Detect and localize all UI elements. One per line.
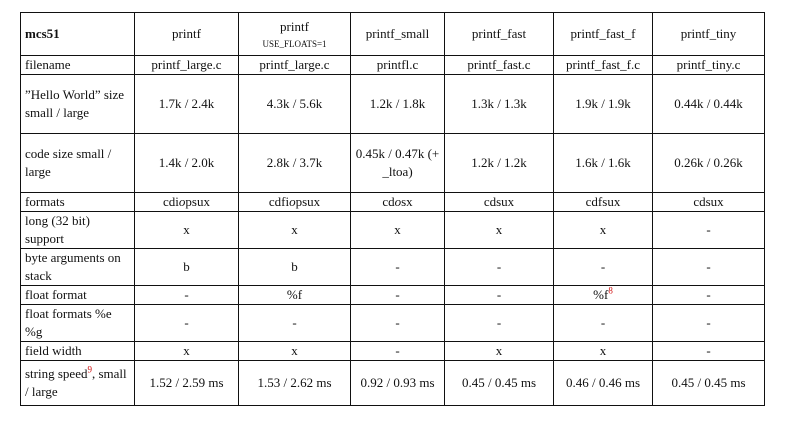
table-cell: - <box>351 249 445 286</box>
table-cell: 1.4k / 2.0k <box>135 134 239 193</box>
table-cell: %f <box>239 286 351 305</box>
row-code-size <box>21 134 765 193</box>
col-header-printf-fast-f: printf_fast_f <box>554 13 653 56</box>
footnote-marker[interactable]: 8 <box>608 285 613 296</box>
table-cell <box>135 193 239 212</box>
table-cell: printf_fast_f.c <box>554 56 653 75</box>
table-cell: - <box>135 305 239 342</box>
format-text: cdi <box>163 194 179 209</box>
table-cell: - <box>445 286 554 305</box>
format-text-italic: o <box>178 194 186 209</box>
row-label-text: , small / large <box>25 366 127 399</box>
table-cell: 1.2k / 1.2k <box>445 134 554 193</box>
format-text: psux <box>185 194 210 209</box>
table-cell: b <box>135 249 239 286</box>
table-cell: 1.6k / 1.6k <box>554 134 653 193</box>
row-label-text: string speed <box>25 366 88 381</box>
row-float-formats-eg <box>21 305 765 342</box>
corner-title: mcs51 <box>21 13 135 56</box>
table-cell: 1.2k / 1.8k <box>351 75 445 134</box>
table-cell <box>445 193 554 212</box>
table-cell <box>653 193 765 212</box>
table-cell: - <box>351 342 445 361</box>
table-cell: 0.44k / 0.44k <box>653 75 765 134</box>
table-cell: 0.45 / 0.45 ms <box>445 361 554 406</box>
format-text-italic: o <box>289 194 296 209</box>
table-cell <box>239 193 351 212</box>
row-label: byte arguments on stack <box>21 249 135 286</box>
table-cell <box>554 286 653 305</box>
table-cell: x <box>445 212 554 249</box>
table-cell: 4.3k / 5.6k <box>239 75 351 134</box>
table-cell: b <box>239 249 351 286</box>
table-cell: - <box>653 249 765 286</box>
table-cell: - <box>351 305 445 342</box>
table-cell: x <box>135 212 239 249</box>
row-label: ”Hello World” size small / large <box>21 75 135 134</box>
table-cell: 1.7k / 2.4k <box>135 75 239 134</box>
col-header-printf-tiny: printf_tiny <box>653 13 765 56</box>
table-cell: - <box>554 249 653 286</box>
format-text: cd <box>382 194 395 209</box>
table-cell: - <box>135 286 239 305</box>
table-cell: - <box>445 249 554 286</box>
cell-text: %f <box>593 287 609 302</box>
row-label: float formats %e %g <box>21 305 135 342</box>
table-cell <box>351 193 445 212</box>
table-cell: - <box>653 342 765 361</box>
table-cell: 0.45 / 0.45 ms <box>653 361 765 406</box>
format-text: sx <box>401 194 413 209</box>
table-cell: - <box>554 305 653 342</box>
col-header-sublabel: USE_FLOATS=1 <box>262 39 327 49</box>
row-hello-world-size <box>21 75 765 134</box>
row-long-support <box>21 212 765 249</box>
header-row <box>21 13 765 56</box>
table-cell: 1.53 / 2.62 ms <box>239 361 351 406</box>
row-field-width <box>21 342 765 361</box>
col-header-printf <box>135 13 239 56</box>
format-text: psux <box>295 194 321 209</box>
table-cell: printf_fast.c <box>445 56 554 75</box>
col-header-printf-fast: printf_fast <box>445 13 554 56</box>
table-cell: - <box>653 305 765 342</box>
row-byte-arguments <box>21 249 765 286</box>
table-cell: 1.52 / 2.59 ms <box>135 361 239 406</box>
table-cell: x <box>351 212 445 249</box>
table-cell: 1.3k / 1.3k <box>445 75 554 134</box>
table-cell: printf_large.c <box>239 56 351 75</box>
row-label: float format <box>21 286 135 305</box>
row-label: code size small / large <box>21 134 135 193</box>
printf-comparison-table <box>20 12 765 406</box>
table-cell: x <box>239 342 351 361</box>
row-label: long (32 bit) support <box>21 212 135 249</box>
table-cell: x <box>445 342 554 361</box>
table-cell: - <box>653 286 765 305</box>
row-label <box>21 361 135 406</box>
table-cell: printf_tiny.c <box>653 56 765 75</box>
table-cell: x <box>135 342 239 361</box>
table-cell: 0.46 / 0.46 ms <box>554 361 653 406</box>
col-header-printf-floats <box>239 13 351 56</box>
table-cell: 0.92 / 0.93 ms <box>351 361 445 406</box>
format-text: cdsux <box>693 194 724 209</box>
table-cell: - <box>351 286 445 305</box>
table-cell: 0.45k / 0.47k (+ _ltoa) <box>351 134 445 193</box>
col-header-label: printf <box>172 26 201 41</box>
format-text: cdfi <box>268 194 290 209</box>
table-cell: x <box>554 342 653 361</box>
row-formats <box>21 193 765 212</box>
format-text: cdsux <box>483 194 515 209</box>
table-cell <box>554 193 653 212</box>
table-cell: 0.26k / 0.26k <box>653 134 765 193</box>
table-cell: - <box>653 212 765 249</box>
table-cell: 2.8k / 3.7k <box>239 134 351 193</box>
row-label: field width <box>21 342 135 361</box>
row-float-format <box>21 286 765 305</box>
format-text: cdfsux <box>585 194 621 209</box>
table-cell: printfl.c <box>351 56 445 75</box>
format-text-italic: o <box>394 194 402 209</box>
row-label: formats <box>21 193 135 212</box>
table-cell: x <box>554 212 653 249</box>
col-header-label: printf <box>280 19 309 34</box>
table-cell: 1.9k / 1.9k <box>554 75 653 134</box>
table-cell: x <box>239 212 351 249</box>
footnote-marker[interactable]: 9 <box>87 364 92 375</box>
row-filename <box>21 56 765 75</box>
table-cell: - <box>239 305 351 342</box>
col-header-printf-small: printf_small <box>351 13 445 56</box>
table-cell: - <box>445 305 554 342</box>
row-label: filename <box>21 56 135 75</box>
table-cell: printf_large.c <box>135 56 239 75</box>
row-string-speed <box>21 361 765 406</box>
